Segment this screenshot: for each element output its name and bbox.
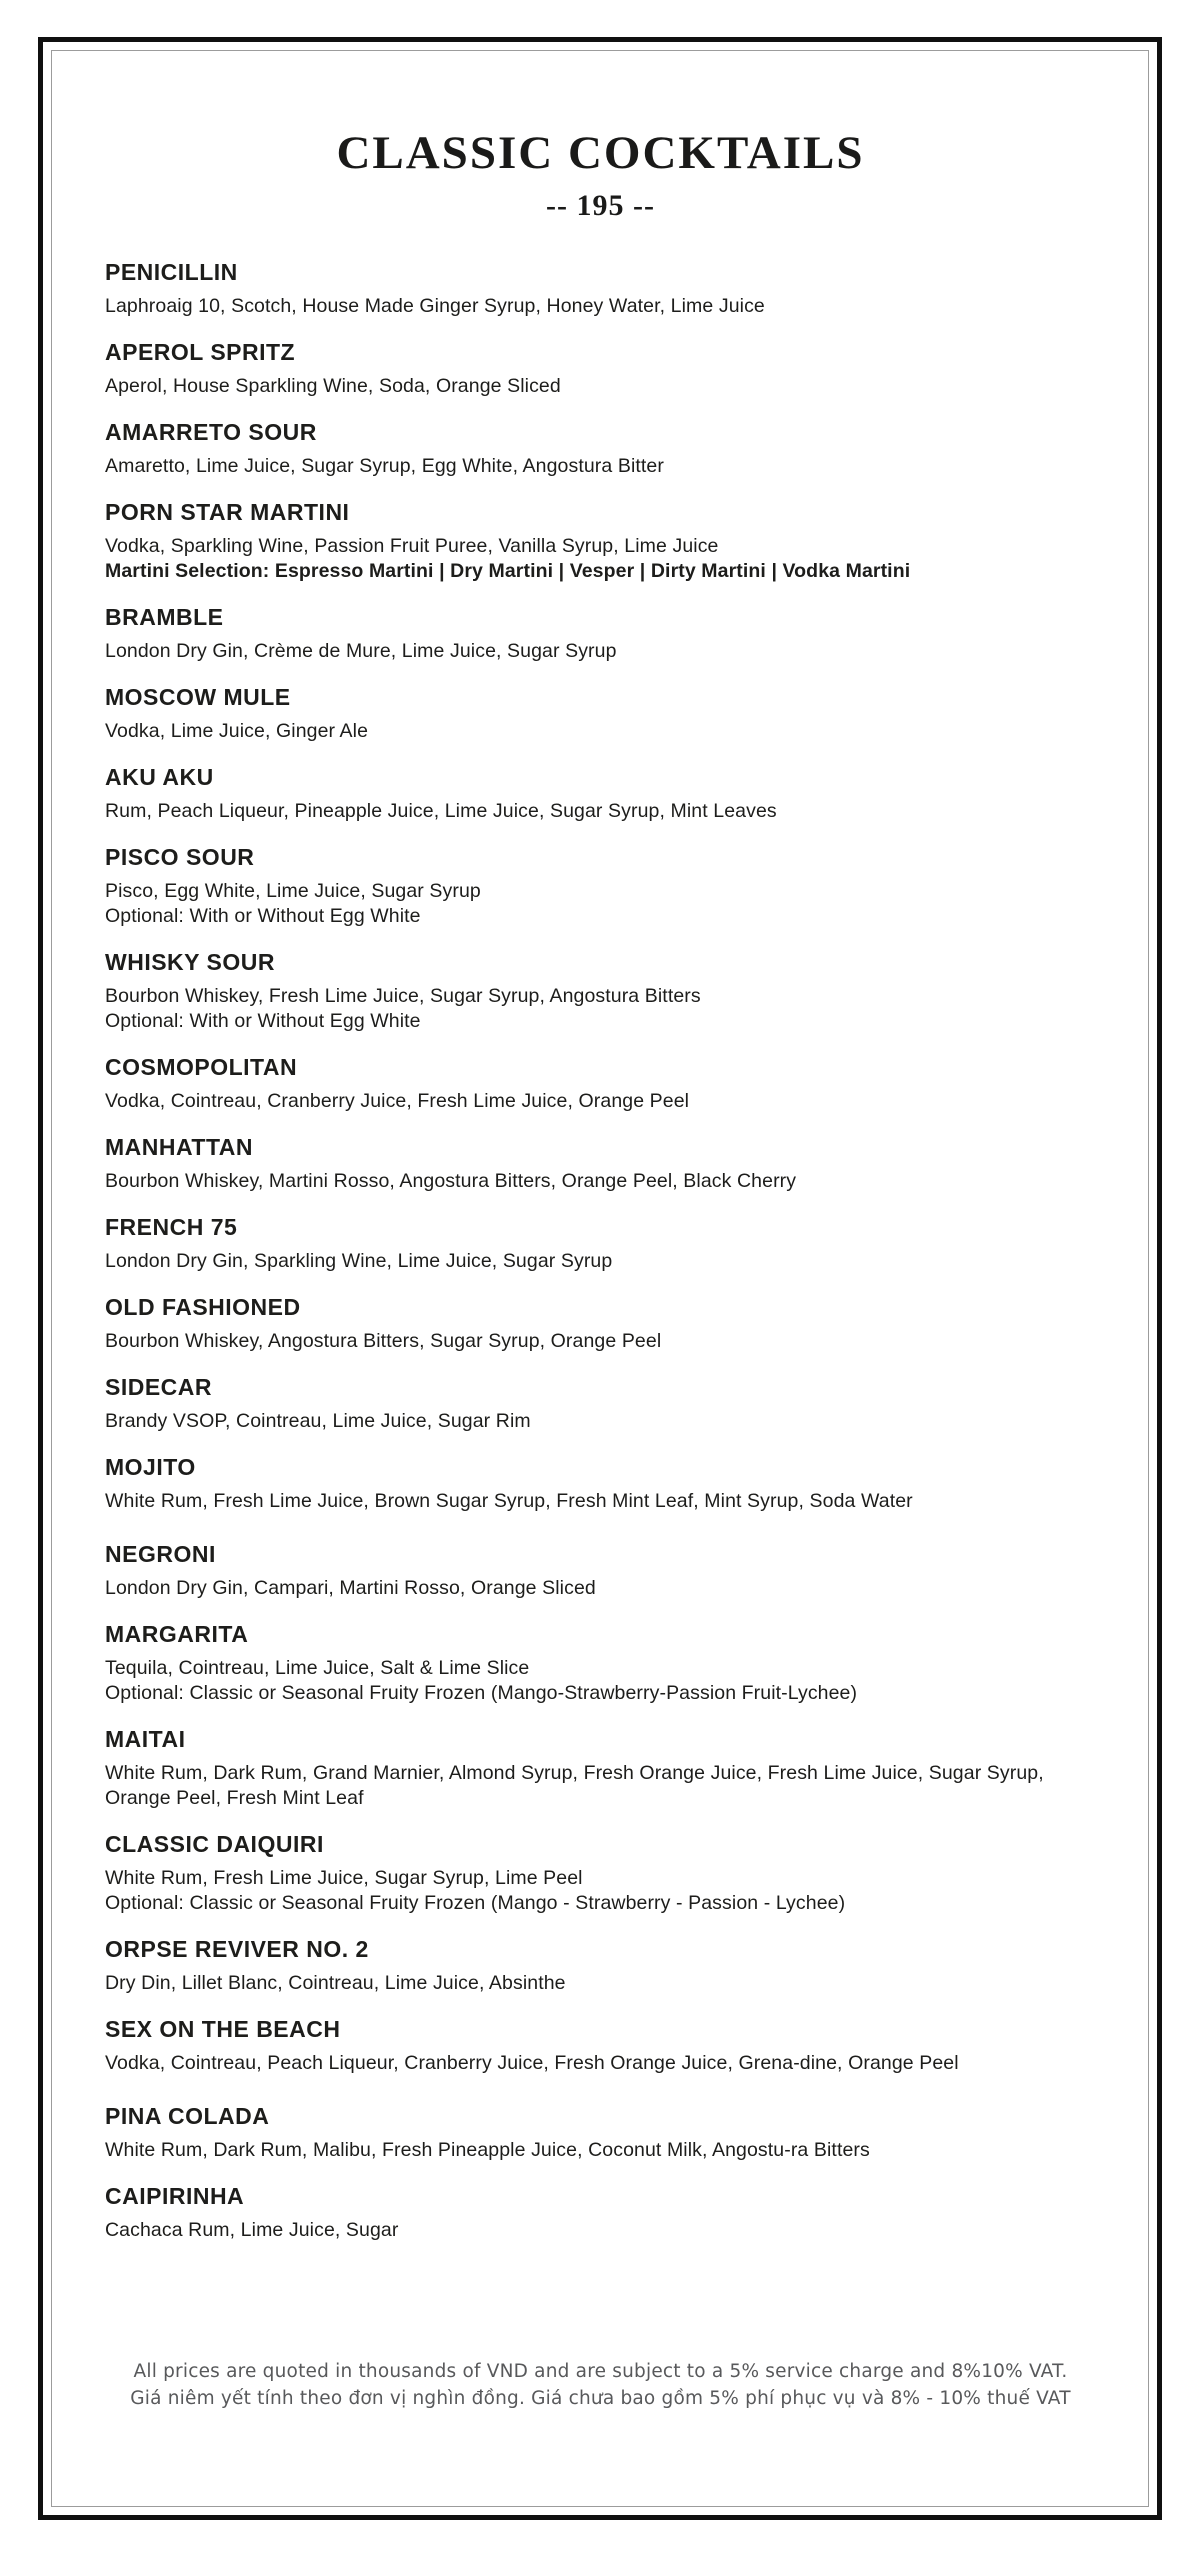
footer-note: [105, 2358, 1096, 2412]
cocktail-name: APEROL SPRITZ: [105, 339, 296, 365]
menu-item: [105, 764, 1096, 824]
cocktail-ingredient-lines: [105, 294, 1096, 319]
menu-card-inner-border: [51, 50, 1149, 2507]
cocktail-ingredients: London Dry Gin, Campari, Martini Rosso, Orange Sliced: [105, 1577, 596, 1599]
cocktail-name: FRENCH 75: [105, 1214, 238, 1240]
cocktail-ingredients: Optional: With or Without Egg White: [105, 1010, 421, 1032]
cocktail-ingredient-lines: [105, 1329, 1096, 1354]
cocktail-name: NEGRONI: [105, 1541, 216, 1567]
cocktail-ingredient-lines: [105, 534, 1096, 584]
cocktail-ingredients: Vodka, Lime Juice, Ginger Ale: [105, 720, 369, 742]
menu-item: [105, 1374, 1096, 1434]
cocktail-ingredients: Rum, Peach Liqueur, Pineapple Juice, Lime Juice, Sugar Syrup, Mint Leaves: [105, 800, 777, 822]
cocktail-ingredients: Dry Din, Lillet Blanc, Cointreau, Lime Juice, Absinthe: [105, 1972, 566, 1994]
cocktail-ingredients: Bourbon Whiskey, Martini Rosso, Angostura Bitters, Orange Peel, Black Cherry: [105, 1170, 797, 1192]
menu-item: [105, 2183, 1096, 2243]
menu-item: [105, 1214, 1096, 1274]
menu-item: [105, 1454, 1096, 1514]
menu-item: [105, 844, 1096, 929]
cocktail-ingredients: Vodka, Sparkling Wine, Passion Fruit Puree, Vanilla Syrup, Lime Juice: [105, 535, 719, 557]
menu-item: [105, 1054, 1096, 1114]
cocktail-ingredient-lines: [105, 2138, 1096, 2163]
cocktail-name: BRAMBLE: [105, 604, 224, 630]
menu-item: [105, 419, 1096, 479]
cocktail-ingredient-lines: [105, 2051, 1096, 2076]
cocktail-ingredients: Optional: Classic or Seasonal Fruity Frozen (Mango-Strawberry-Passion Fruit-Lychee): [105, 1682, 858, 1704]
menu-item: [105, 604, 1096, 664]
cocktail-ingredients: Optional: With or Without Egg White: [105, 905, 421, 927]
cocktail-ingredient-lines: [105, 1866, 1096, 1916]
cocktail-list: [105, 259, 1096, 2243]
cocktail-name: PINA COLADA: [105, 2103, 270, 2129]
menu-item: [105, 1726, 1096, 1811]
menu-item: [105, 259, 1096, 319]
menu-header: [105, 127, 1096, 223]
cocktail-ingredient-lines: [105, 1249, 1096, 1274]
cocktail-ingredient-lines: [105, 1169, 1096, 1194]
menu-item: [105, 1134, 1096, 1194]
cocktail-name: PENICILLIN: [105, 259, 238, 285]
menu-item: [105, 339, 1096, 399]
cocktail-name: ORPSE REVIVER NO. 2: [105, 1936, 369, 1962]
cocktail-name: MAITAI: [105, 1726, 186, 1752]
cocktail-name: CAIPIRINHA: [105, 2183, 245, 2209]
menu-item: [105, 2016, 1096, 2076]
cocktail-ingredient-lines: [105, 799, 1096, 824]
cocktail-ingredient-lines: [105, 1409, 1096, 1434]
cocktail-name: CLASSIC DAIQUIRI: [105, 1831, 324, 1857]
menu-title: CLASSIC COCKTAILS: [336, 127, 865, 179]
cocktail-name: SEX ON THE BEACH: [105, 2016, 341, 2042]
menu-item: [105, 1936, 1096, 1996]
menu-item: [105, 1294, 1096, 1354]
cocktail-ingredients: Vodka, Cointreau, Peach Liqueur, Cranberry Juice, Fresh Orange Juice, Grena-dine, Orange Peel: [105, 2052, 959, 2074]
cocktail-name: SIDECAR: [105, 1374, 213, 1400]
cocktail-ingredients: Martini Selection: Espresso Martini | Dry Martini | Vesper | Dirty Martini | Vodka Martini: [105, 560, 911, 582]
cocktail-ingredients: Bourbon Whiskey, Angostura Bitters, Sugar Syrup, Orange Peel: [105, 1330, 662, 1352]
cocktail-ingredient-lines: [105, 639, 1096, 664]
cocktail-ingredients: White Rum, Dark Rum, Malibu, Fresh Pineapple Juice, Coconut Milk, Angostu-ra Bitters: [105, 2139, 870, 2161]
cocktail-name: AMARRETO SOUR: [105, 419, 317, 445]
cocktail-name: MARGARITA: [105, 1621, 249, 1647]
footer-note-vi: Giá niêm yết tính theo đơn vị nghìn đồng. Giá chưa bao gồm 5% phí phục vụ và 8% - 10% thuế VAT: [130, 2388, 1071, 2409]
cocktail-ingredients: Bourbon Whiskey, Fresh Lime Juice, Sugar Syrup, Angostura Bitters: [105, 985, 701, 1007]
cocktail-ingredients: Cachaca Rum, Lime Juice, Sugar: [105, 2219, 399, 2241]
cocktail-ingredient-lines: [105, 1656, 1096, 1706]
cocktail-name: AKU AKU: [105, 764, 214, 790]
cocktail-name: COSMOPOLITAN: [105, 1054, 298, 1080]
cocktail-ingredients: Laphroaig 10, Scotch, House Made Ginger Syrup, Honey Water, Lime Juice: [105, 295, 765, 317]
menu-price: -- 195 --: [546, 189, 655, 222]
cocktail-ingredient-lines: [105, 1489, 1096, 1514]
cocktail-ingredient-lines: [105, 879, 1096, 929]
cocktail-name: PORN STAR MARTINI: [105, 499, 350, 525]
cocktail-name: PISCO SOUR: [105, 844, 255, 870]
menu-item: [105, 1541, 1096, 1601]
cocktail-ingredient-lines: [105, 719, 1096, 744]
cocktail-ingredient-lines: [105, 1576, 1096, 1601]
cocktail-name: MANHATTAN: [105, 1134, 254, 1160]
menu-item: [105, 684, 1096, 744]
cocktail-ingredients: Optional: Classic or Seasonal Fruity Frozen (Mango - Strawberry - Passion - Lychee): [105, 1892, 846, 1914]
cocktail-name: WHISKY SOUR: [105, 949, 275, 975]
menu-item: [105, 1621, 1096, 1706]
cocktail-name: MOSCOW MULE: [105, 684, 291, 710]
cocktail-ingredients: Aperol, House Sparkling Wine, Soda, Orange Sliced: [105, 375, 561, 397]
cocktail-ingredient-lines: [105, 454, 1096, 479]
menu-item: [105, 1831, 1096, 1916]
cocktail-ingredients: White Rum, Fresh Lime Juice, Brown Sugar Syrup, Fresh Mint Leaf, Mint Syrup, Soda Water: [105, 1490, 913, 1512]
menu-card-frame: [38, 37, 1162, 2520]
cocktail-ingredient-lines: [105, 1761, 1096, 1811]
cocktail-ingredients: Vodka, Cointreau, Cranberry Juice, Fresh Lime Juice, Orange Peel: [105, 1090, 690, 1112]
cocktail-ingredients: London Dry Gin, Sparkling Wine, Lime Juice, Sugar Syrup: [105, 1250, 613, 1272]
cocktail-ingredients: Tequila, Cointreau, Lime Juice, Salt & Lime Slice: [105, 1657, 530, 1679]
cocktail-ingredients: Pisco, Egg White, Lime Juice, Sugar Syrup: [105, 880, 481, 902]
cocktail-ingredients: White Rum, Fresh Lime Juice, Sugar Syrup, Lime Peel: [105, 1867, 583, 1889]
cocktail-ingredient-lines: [105, 984, 1096, 1034]
cocktail-ingredient-lines: [105, 2218, 1096, 2243]
footer-note-en: All prices are quoted in thousands of VND and are subject to a 5% service charge and 8%10% VAT.: [133, 2361, 1068, 2382]
cocktail-ingredients: White Rum, Dark Rum, Grand Marnier, Almond Syrup, Fresh Orange Juice, Fresh Lime Juice, Sugar Syrup, Orange Peel, Fresh Mint Leaf: [105, 1762, 1044, 1809]
menu-item: [105, 499, 1096, 584]
cocktail-name: MOJITO: [105, 1454, 196, 1480]
cocktail-ingredients: Brandy VSOP, Cointreau, Lime Juice, Sugar Rim: [105, 1410, 531, 1432]
menu-item: [105, 2103, 1096, 2163]
cocktail-ingredient-lines: [105, 1971, 1096, 1996]
cocktail-name: OLD FASHIONED: [105, 1294, 301, 1320]
menu-item: [105, 949, 1096, 1034]
cocktail-ingredient-lines: [105, 1089, 1096, 1114]
cocktail-ingredients: London Dry Gin, Crème de Mure, Lime Juice, Sugar Syrup: [105, 640, 617, 662]
cocktail-ingredients: Amaretto, Lime Juice, Sugar Syrup, Egg White, Angostura Bitter: [105, 455, 664, 477]
cocktail-ingredient-lines: [105, 374, 1096, 399]
